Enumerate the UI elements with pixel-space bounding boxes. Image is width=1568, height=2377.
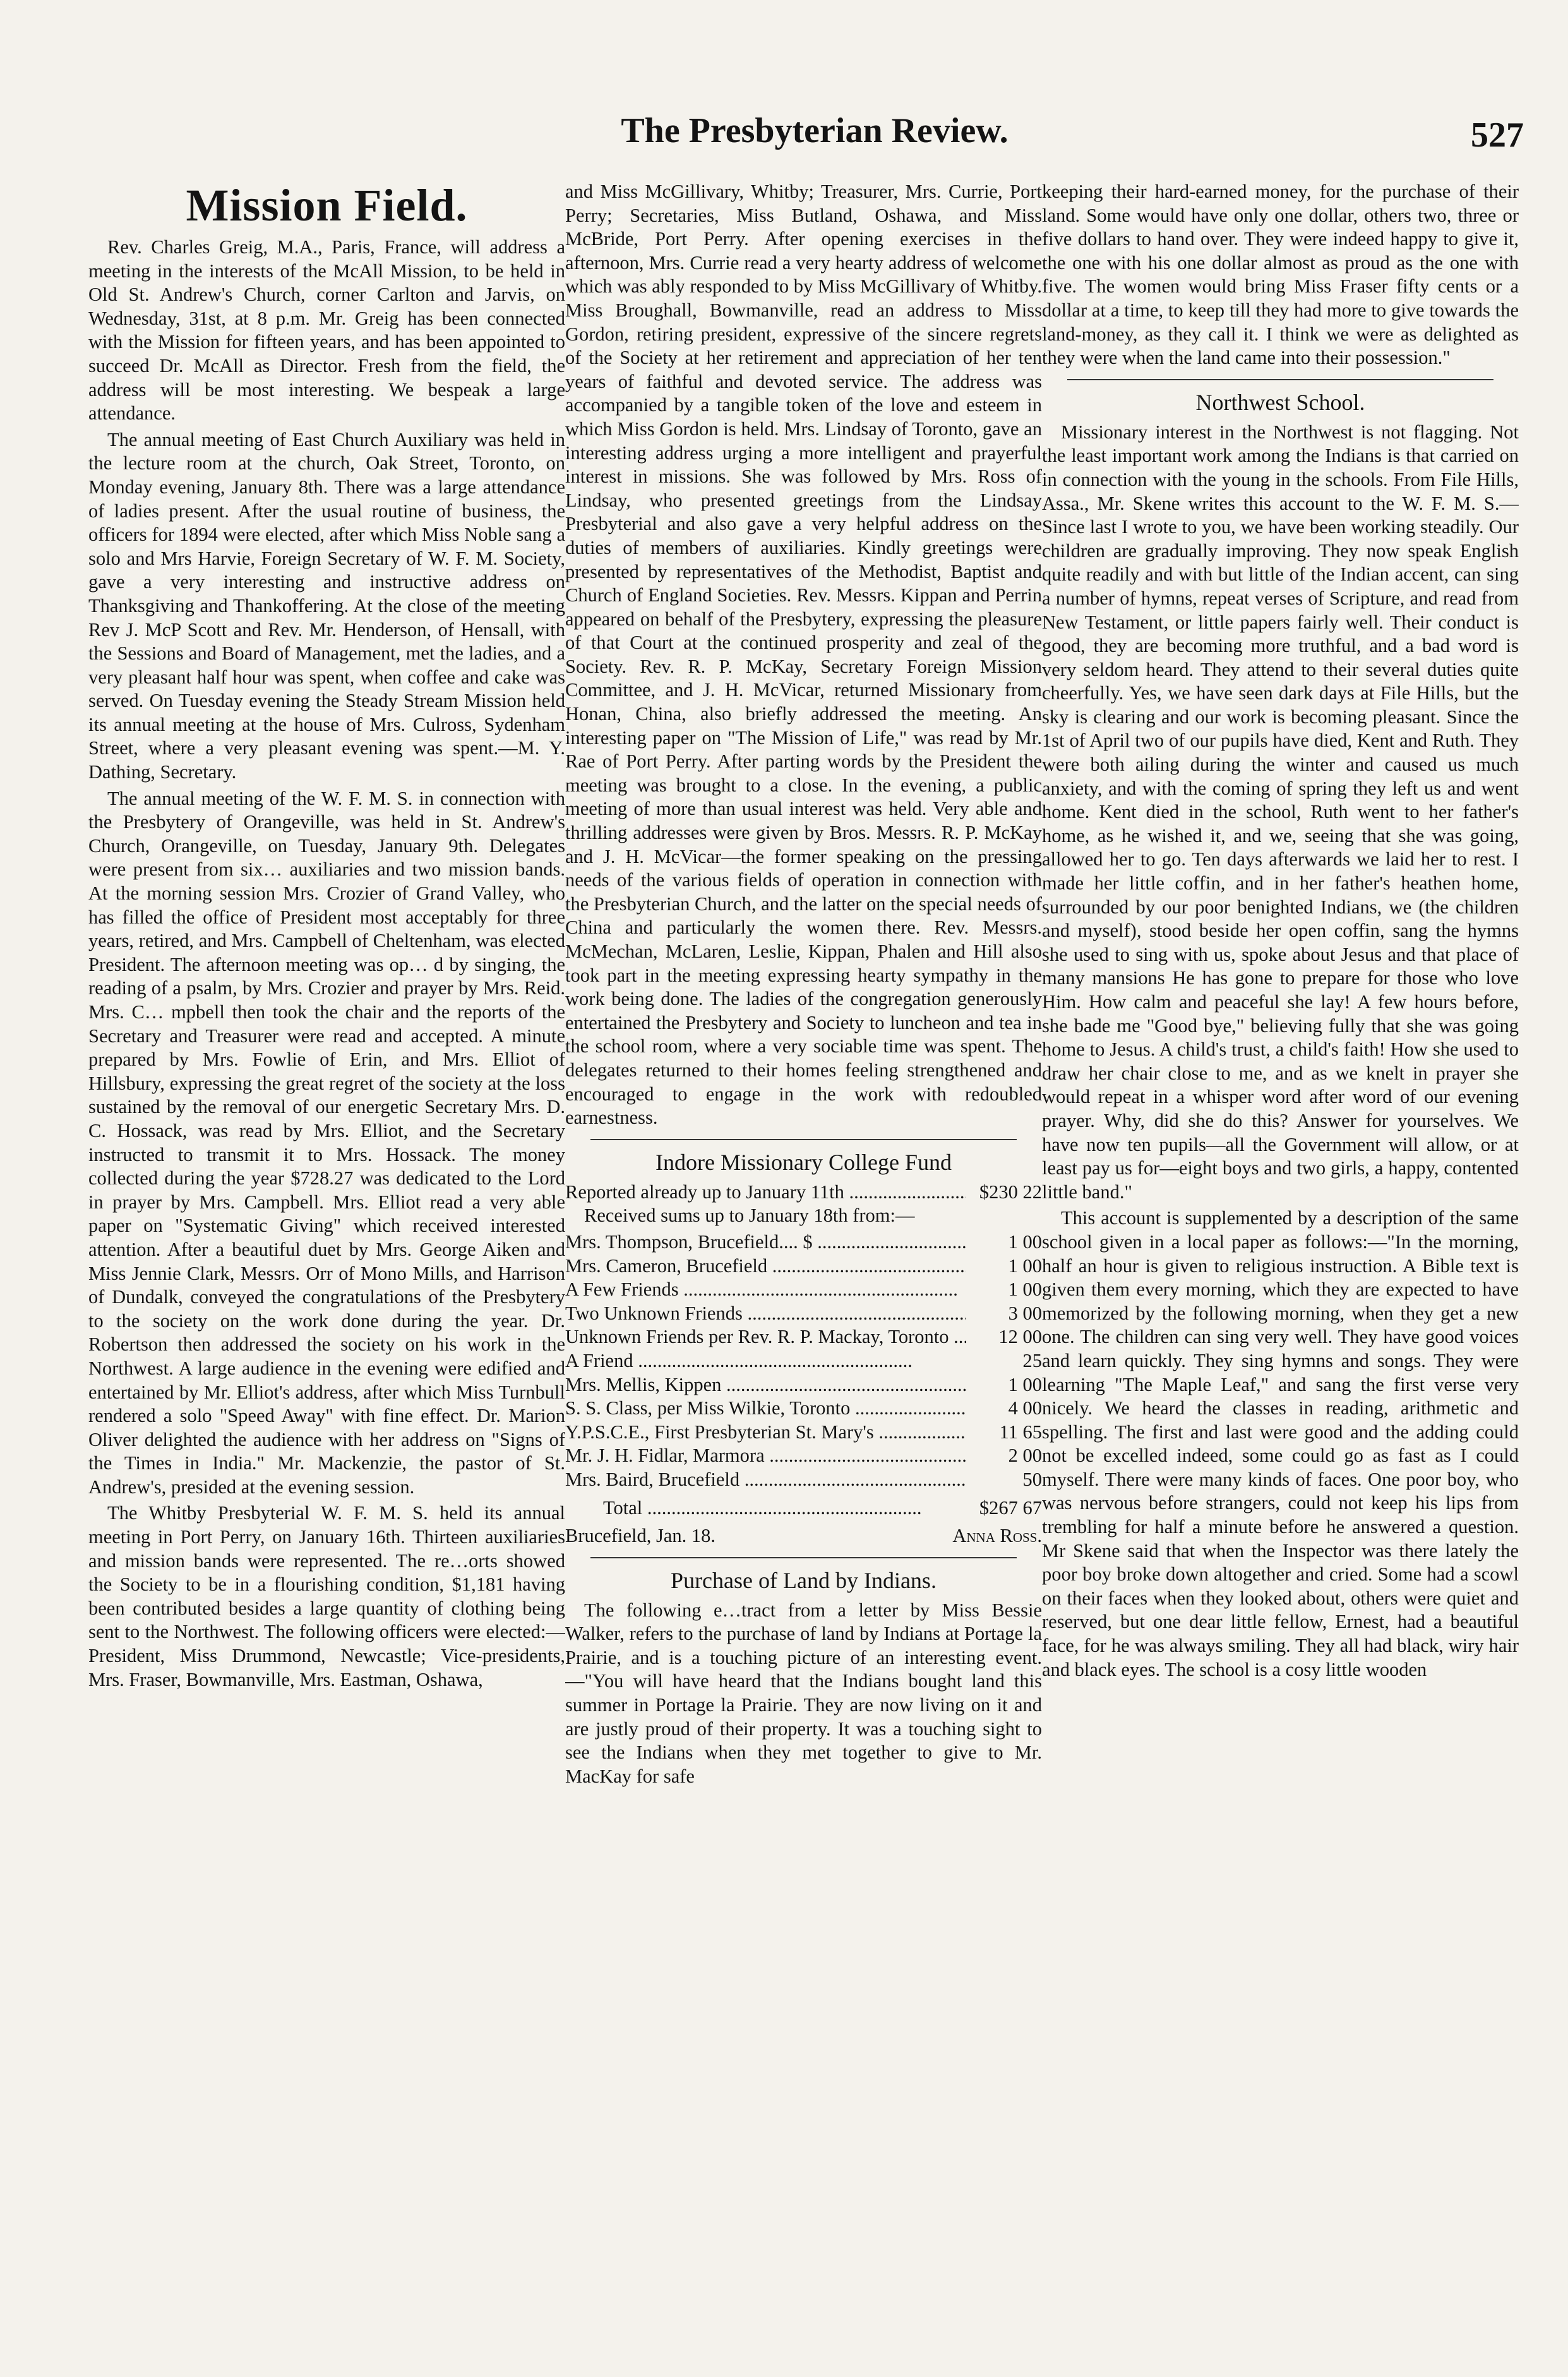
fund-intro: Reported already up to January 11th ..... [565, 1181, 966, 1205]
column-1 [88, 180, 565, 2353]
fund-donor: Mrs. Thompson, Brucefield.... $ ..... [565, 1231, 966, 1255]
section-title: Mission Field. [186, 180, 468, 231]
fund-row [565, 1421, 1042, 1445]
fund-donor: A Friend ..... [565, 1349, 966, 1373]
article-paragraph: The annual meeting of the W. F. M. S. in connection with the Presbytery of Orangeville, was held in St. Andrew's Church, Orangeville, on Tuesday, January 9th. Delegates were present from six… auxiliaries and two mission bands. At the morning session Mrs. Crozier of Grand Valley, who has filled the office of President most acceptably for three years, retired, and Mrs. Campbell of Cheltenham, was elected President. The afternoon meeting was op… d by singing, the reading of a psalm, by Mrs. Crozier and prayer by Mrs. Reid. Mrs. C… mpbell then took the chair and the reports of the Secretary and Treasurer were read and accepted. A minute prepared by Mrs. Fowlie of Erin, and Mrs. Elliot of Hillsbury, expressing the great regret of the society at the loss sustained by the removal of our energetic Secretary Mrs. D. C. Hossack, was read by Mrs. Elliot, and the Secretary instructed to transmit it to Mrs. Hossack. The money collected during the year $728.27 was dedicated to the Lord in prayer by Mrs. Campbell. Mrs. Elliot read a very able paper on "Systematic Giving" which received interested attention. After a beautiful duet by Mrs. George Aiken and Miss Jennie Clark, Messrs. Orr of Mono Mills, and Harrison of Dundalk, conveyed the congratulations of the Presbytery to the society on the work done during the year. Dr. Robertson then addressed the society on his work in the Northwest. A large audience in the evening were edified and entertained by Mr. Elliot's address, after which Miss Turnbull rendered a solo "Speed Away" with fine effect. Dr. Marion Oliver delighted the audience with her address on "Signs of the Times in India." Mr. Mackenzie, the pastor of St. Andrew's, presided at the evening session. [88, 787, 565, 1498]
fund-amount: 1 00 [1008, 1255, 1042, 1277]
article-paragraph: and Miss McGillivary, Whitby; Treasurer, Mrs. Currie, Port Perry; Secretaries, Miss Butland, Oshawa, and Miss McBride, Port Perry. After opening exercises in the afternoon, Mrs. Currie read a very hearty address of welcome which was ably responded to by Miss McGillivary of Whitby. Miss Broughall, Bowmanville, read an address to Miss Gordon, retiring president, expressive of the sincere regrets of the Society at her retirement and appreciation of her ten years of faithful and devoted service. The address was accompanied by a tangible token of the love and esteem in which Miss Gordon is held. Mrs. Lindsay of Toronto, gave an interesting address urging a more intelligent and prayerful interest in missions. She was followed by Mrs. Ross of Lindsay, who presented greetings from the Lindsay Presbyterial and also gave a very helpful address on the duties of members of auxiliaries. Kindly greetings were presented by representatives of the Methodist, Baptist and Church of England Societies. Rev. Messrs. Kippan and Perrin appeared on behalf of the Presbytery, expressing the pleasure of that Court at the continued prosperity and zeal of the Society. Rev. R. P. McKay, Secretary Foreign Mission Committee, and J. H. McVicar, returned Missionary from Honan, China, also briefly addressed the meeting. An interesting paper on "The Mission of Life," was read by Mr. Rae of Port Perry. After parting words by the President the meeting was brought to a close. In the evening, a public meeting of more than usual interest was held. Very able and thrilling addresses were given by Bros. Messrs. R. P. McKay and J. H. McVicar—the former speaking on the pressing needs of the various fields of operation in connection with the Presbyterian Church, and the latter on the special needs of China and particularly the women there. Rev. Messrs. McMechan, McLaren, Leslie, Kippan, Phalen and Hill also took part in the meeting expressing hearty sympathy in the work being done. The ladies of the congregation generously entertained the Presbytery and Society to luncheon and tea in the school room, where a very sociable time was spent. The delegates returned to their homes feeling strengthened and encouraged to engage in the work with redoubled earnestness. [565, 181, 1042, 1129]
fund-row [565, 1255, 1042, 1279]
article-paragraph: Missionary interest in the Northwest is not flagging. Not the least important work among the Indians is that carried on in connection with the young in the schools. From File Hills, Assa., Mr. Skene writes this account to the W. F. M. S.—Since last I wrote to you, we have been working steadily. Our children are gradually improving. They now speak English quite readily and with but little of the Indian accent, can sing a number of hymns, repeat verses of Scripture, and read from New Testament, or little papers fairly well. Their conduct is good, they are becoming more truthful, and a bad word is very seldom heard. They attend to their several duties quite cheerfully. Yes, we have seen dark days at File Hills, but the sky is clearing and our work is becoming pleasant. Since the 1st of April two of our pupils have died, Kent and Ruth. They were both ailing during the winter and caused us much anxiety, and with the coming of spring they left us and went home. Kent died in the school, Ruth went to her father's home, as he wished it, and we, seeing that she was going, allowed her to go. Ten days afterwards we laid her to rest. I made her little coffin, and in her father's heathen home, surrounded by our poor benighted Indians, we (the children and myself), stood beside her open coffin, sang the hymns she used to sing with us, spoke about Jesus and that place of many mansions He has gone to prepare for those who love Him. How calm and peaceful she lay! A few hours before, she bade me "Good bye," believing fully that she was going home to Jesus. A child's trust, a child's faith! How she used to draw her chair close to me, and as we knelt in prayer she would repeat in a whisper word after word of our evening prayer. Why, did she do this? Answer for yourselves. We have now ten pupils—all the Government will allow, or at least pay us for—eight boys and two girls, a happy, contented little band." [1042, 421, 1519, 1203]
running-title: The Presbyterian Review. [621, 111, 1008, 150]
fund-amount: 1 00 [1008, 1231, 1042, 1253]
fund-donor: Unknown Friends per Rev. R. P. Mackay, Toronto ..... [565, 1325, 966, 1349]
page-number: 527 [1471, 116, 1524, 155]
fund-signoff [565, 1524, 1042, 1548]
fund-amount: 50 [1022, 1468, 1042, 1490]
fund-section [565, 1149, 1042, 1548]
fund-donor: Mr. J. H. Fidlar, Marmora ..... [565, 1444, 966, 1468]
fund-row [565, 1325, 1042, 1349]
section-divider [1067, 379, 1493, 380]
fund-place-date: Brucefield, Jan. 18. [565, 1525, 715, 1547]
fund-donor: Mrs. Cameron, Brucefield ..... [565, 1255, 966, 1279]
fund-donor: Mrs. Baird, Brucefield ..... [565, 1468, 966, 1492]
fund-row [565, 1302, 1042, 1326]
fund-donor: Y.P.S.C.E., First Presbyterian St. Mary's ..... [565, 1421, 966, 1445]
purchase-section [565, 1567, 1042, 1789]
fund-donor: Mrs. Mellis, Kippen ..... [565, 1373, 966, 1397]
fund-donor: S. S. Class, per Miss Wilkie, Toronto ..... [565, 1397, 966, 1421]
column-2 [565, 180, 1042, 2353]
fund-total-row [565, 1496, 1042, 1520]
section-divider [590, 1139, 1017, 1140]
fund-intro-row [565, 1181, 1042, 1205]
fund-donor: A Few Friends ..... [565, 1278, 966, 1302]
fund-amount: 25 [1022, 1349, 1042, 1371]
fund-amount: 1 00 [1008, 1373, 1042, 1395]
northwest-title: Northwest School. [1195, 389, 1365, 415]
purchase-title: Purchase of Land by Indians. [671, 1567, 937, 1593]
fund-amount: 2 00 [1008, 1445, 1042, 1467]
fund-row [565, 1373, 1042, 1397]
fund-list [565, 1231, 1042, 1492]
article-paragraph: Rev. Charles Greig, M.A., Paris, France, will address a meeting in the interests of the McAll Mission, to be held in Old St. Andrew's Church, corner Carlton and Jarvis, on Wednesday, 31st, at 8 p.m. Mr. Greig has been connected with the Mission for fifteen years, and has been appointed to succeed Dr. McAll as Director. Fresh from the field, the address will be most interesting. We bespeak a large attendance. [88, 236, 565, 424]
article-paragraph: This account is supplemented by a description of the same school given in a local paper as follows:—"In the morning, half an hour is given to religious instruction. A Bible text is given them every morning, which they are expected to have memorized by the following morning, when they get a new one. The children can sing very well. They have good voices and learn quickly. They sing hymns and songs. They were learning "The Maple Leaf," and sang the first verse very nicely. We heard the classes in reading, arithmetic and spelling. The first and last were good and the adding could not be excelled indeed, some could go as fast as I could myself. There were many kinds of faces. One poor boy, who was nervous before strangers, could not keep his lips from trembling for half a minute before he answered a question. Mr Skene said that when the Inspector was there lately the poor boy broke down altogether and cried. Some had a scowl on their faces when they looked about, others were quiet and reserved, but one dear little fellow, Ernest, had a beautiful face, for he was always smiling. They all had black, wiry hair and black eyes. The school is a cosy little wooden [1042, 1207, 1519, 1680]
fund-amount: 12 00 [998, 1326, 1042, 1348]
fund-total-amount: $267 67 [979, 1497, 1042, 1519]
fund-row [565, 1278, 1042, 1302]
article-paragraph: The Whitby Presbyterial W. F. M. S. held its annual meeting in Port Perry, on January 16th. Thirteen auxiliaries and mission bands were represented. The re…orts showed the Society to be in a flourishing condition, $1,181 having been contributed besides a large quantity of clothing being sent to the Northwest. The following officers were elected:—President, Miss Drummond, Newcastle; Vice-presidents, Mrs. Fraser, Bowmanville, Mrs. Eastman, Oshawa, [88, 1502, 565, 1690]
article-paragraph: keeping their hard-earned money, for the purchase of their land. Some would have only one dollar, others two, three or five dollars to hand over. They were indeed happy to give it, the one with his one dollar almost as proud as the one with five. The women would bring Miss Fraser fifty cents or a dollar at a time, to keep till they had more to give towards the land-money, as they call it. I think we were as delighted as they were when the land came into their possession." [1042, 181, 1519, 369]
fund-total-label: Total ..... [603, 1496, 966, 1520]
fund-amount: 4 00 [1008, 1397, 1042, 1419]
fund-row [565, 1349, 1042, 1373]
fund-amount: 3 00 [1008, 1302, 1042, 1324]
fund-row [565, 1444, 1042, 1468]
fund-signature: Anna Ross. [952, 1525, 1042, 1547]
fund-title: Indore Missionary College Fund [655, 1149, 952, 1175]
column-3 [1042, 180, 1519, 2353]
section-divider [590, 1557, 1017, 1558]
article-paragraph: The annual meeting of East Church Auxiliary was held in the lecture room at the church, Oak Street, Toronto, on Monday evening, January 8th. There was a large attendance of ladies present. After the usual routine of business, the officers for 1894 were elected, after which Miss Noble sang a solo and Mrs Harvie, Foreign Secretary of W. F. M. Society, gave a very interesting and instructive address on Thanksgiving and Thankoffering. At the close of the meeting Rev J. McP Scott and Rev. Mr. Henderson, of Hensall, with the Sessions and Board of Management, met the ladies, and a very pleasant half hour was spent, when coffee and cake was served. On Tuesday evening the Steady Stream Mission held its annual meeting at the house of Mrs. Culross, Sydenham Street, where a very pleasant evening was spent.—M. Y. Dathing, Secretary. [88, 428, 565, 783]
fund-intro-amount: $230 22 [979, 1181, 1042, 1203]
fund-received: Received sums up to January 18th from:— [584, 1205, 915, 1227]
article-paragraph: The following e…tract from a letter by Miss Bessie Walker, refers to the purchase of land by Indians at Portage la Prairie, and is a touching picture of an interesting event.—"You will have heard that the Indians bought land this summer in Portage la Prairie. They are now living on it and are justly proud of their property. It was a touching sight to see the Indians when they met together to give to Mr. MacKay for safe [565, 1599, 1042, 1787]
fund-row [565, 1231, 1042, 1255]
fund-amount: 1 00 [1008, 1279, 1042, 1301]
fund-amount: 11 65 [999, 1421, 1042, 1443]
fund-row [565, 1397, 1042, 1421]
fund-row [565, 1468, 1042, 1492]
fund-donor: Two Unknown Friends ..... [565, 1302, 966, 1326]
